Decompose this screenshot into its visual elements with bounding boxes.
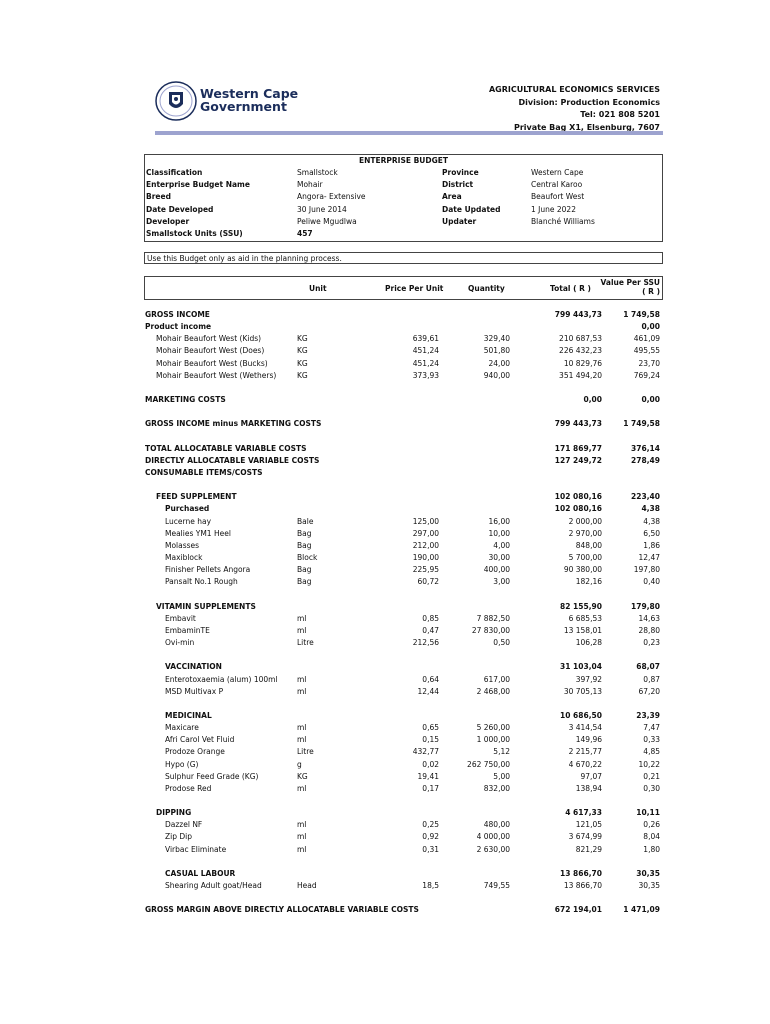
row-unit: ml bbox=[297, 832, 307, 842]
table-row bbox=[144, 637, 663, 649]
row-quantity: 24,00 bbox=[488, 358, 510, 368]
row-label: Hypo (G) bbox=[165, 759, 199, 769]
row-unit: KG bbox=[297, 346, 308, 356]
row-quantity: 2 468,00 bbox=[476, 686, 510, 696]
row-value-per-ssu: 4,38 bbox=[641, 504, 660, 514]
info-label: Date Developed bbox=[146, 204, 214, 214]
info-label: Enterprise Budget Name bbox=[146, 180, 250, 190]
table-row bbox=[144, 370, 663, 382]
row-label: VACCINATION bbox=[165, 662, 222, 672]
row-value-per-ssu: 30,35 bbox=[638, 881, 660, 891]
row-value-per-ssu: 278,49 bbox=[631, 455, 660, 465]
row-value-per-ssu: 10,22 bbox=[638, 759, 660, 769]
row-value-per-ssu: 1,80 bbox=[643, 844, 660, 854]
row-total: 90 380,00 bbox=[563, 565, 602, 575]
row-label: MARKETING COSTS bbox=[145, 395, 226, 405]
row-label: Afri Carol Vet Fluid bbox=[165, 735, 235, 745]
row-unit: Bag bbox=[297, 577, 312, 587]
row-quantity: 1 000,00 bbox=[476, 735, 510, 745]
row-price: 212,56 bbox=[412, 638, 439, 648]
row-total: 13 866,70 bbox=[560, 868, 602, 878]
row-label: Purchased bbox=[165, 504, 210, 514]
row-total: 821,29 bbox=[575, 844, 602, 854]
row-price: 12,44 bbox=[417, 686, 439, 696]
row-value-per-ssu: 0,26 bbox=[643, 820, 660, 830]
table-row bbox=[144, 564, 663, 576]
row-value-per-ssu: 1,86 bbox=[643, 540, 660, 550]
row-total: 799 443,73 bbox=[554, 419, 602, 429]
row-total: 2 970,00 bbox=[568, 528, 602, 538]
row-price: 451,24 bbox=[412, 346, 439, 356]
table-row bbox=[144, 819, 663, 831]
row-label: Embavit bbox=[165, 613, 196, 623]
table-row bbox=[144, 491, 663, 503]
row-label: MEDICINAL bbox=[165, 710, 212, 720]
table-row bbox=[144, 807, 663, 819]
row-value-per-ssu: 0,21 bbox=[643, 771, 660, 781]
column-header-box bbox=[144, 276, 663, 300]
row-label: Mohair Beaufort West (Does) bbox=[156, 346, 265, 356]
row-total: 10 829,76 bbox=[563, 358, 602, 368]
row-label: TOTAL ALLOCATABLE VARIABLE COSTS bbox=[145, 443, 307, 453]
row-price: 0,15 bbox=[422, 735, 439, 745]
table-row bbox=[144, 552, 663, 564]
row-total: 6 685,53 bbox=[568, 613, 602, 623]
table-row bbox=[144, 455, 663, 467]
row-total: 82 155,90 bbox=[560, 601, 602, 611]
row-total: 121,05 bbox=[575, 820, 602, 830]
row-value-per-ssu: 223,40 bbox=[631, 492, 660, 502]
row-total: 102 080,16 bbox=[554, 504, 602, 514]
row-value-per-ssu: 6,50 bbox=[643, 528, 660, 538]
row-label: CASUAL LABOUR bbox=[165, 868, 236, 878]
row-total: 0,00 bbox=[583, 395, 602, 405]
row-unit: KG bbox=[297, 771, 308, 781]
row-value-per-ssu: 0,00 bbox=[641, 322, 660, 332]
row-total: 138,94 bbox=[575, 783, 602, 793]
table-row bbox=[144, 771, 663, 783]
row-label: GROSS INCOME minus MARKETING COSTS bbox=[145, 419, 322, 429]
row-unit: Bag bbox=[297, 528, 312, 538]
info-value: Blanché Williams bbox=[531, 216, 595, 226]
row-total: 182,16 bbox=[575, 577, 602, 587]
row-unit: ml bbox=[297, 783, 307, 793]
row-label: Mohair Beaufort West (Wethers) bbox=[156, 370, 277, 380]
row-value-per-ssu: 12,47 bbox=[638, 553, 660, 562]
row-value-per-ssu: 376,14 bbox=[631, 443, 660, 453]
row-unit: ml bbox=[297, 674, 307, 684]
row-quantity: 5,00 bbox=[493, 771, 510, 781]
row-unit: ml bbox=[297, 735, 307, 745]
row-label: Finisher Pellets Angora bbox=[165, 565, 251, 575]
table-row bbox=[144, 625, 663, 637]
col-unit: Unit bbox=[309, 284, 327, 293]
row-label: Zip Dip bbox=[165, 832, 192, 842]
row-value-per-ssu: 4,38 bbox=[643, 516, 660, 526]
row-total: 672 194,01 bbox=[554, 905, 602, 915]
info-value: Peliwe Mgudlwa bbox=[297, 216, 357, 226]
row-price: 0,17 bbox=[422, 783, 439, 793]
row-total: 171 869,77 bbox=[554, 443, 602, 453]
row-total: 30 705,13 bbox=[563, 686, 602, 696]
row-quantity: 30,00 bbox=[488, 553, 510, 562]
row-unit: Block bbox=[297, 553, 318, 562]
info-label: District bbox=[442, 180, 474, 190]
info-value: 457 bbox=[297, 229, 313, 238]
organisation-address bbox=[489, 84, 660, 134]
logo-text bbox=[200, 87, 298, 113]
info-value: Mohair bbox=[297, 180, 323, 190]
row-unit: KG bbox=[297, 370, 308, 380]
table-row bbox=[144, 321, 663, 333]
table-row bbox=[144, 309, 663, 321]
row-price: 0,31 bbox=[422, 844, 439, 854]
row-quantity: 480,00 bbox=[483, 820, 510, 830]
table-row bbox=[144, 904, 663, 916]
table-row bbox=[144, 467, 663, 479]
table-row bbox=[144, 503, 663, 515]
row-unit: ml bbox=[297, 820, 307, 830]
row-unit: Litre bbox=[297, 638, 314, 648]
row-price: 19,41 bbox=[417, 771, 439, 781]
table-row bbox=[144, 734, 663, 746]
row-total: 10 686,50 bbox=[560, 710, 602, 720]
table-row bbox=[144, 674, 663, 686]
row-quantity: 7 882,50 bbox=[476, 613, 510, 623]
row-total: 351 494,20 bbox=[559, 370, 602, 380]
row-total: 31 103,04 bbox=[560, 662, 602, 672]
table-row bbox=[144, 613, 663, 625]
row-value-per-ssu: 4,85 bbox=[643, 747, 660, 757]
row-quantity: 5 260,00 bbox=[476, 723, 510, 733]
row-total: 2 000,00 bbox=[568, 516, 602, 526]
row-quantity: 16,00 bbox=[488, 516, 510, 526]
row-total: 13 866,70 bbox=[563, 881, 602, 891]
row-price: 60,72 bbox=[417, 577, 439, 587]
col-ssu-line-1: Value Per SSU bbox=[600, 278, 660, 287]
info-label: Breed bbox=[146, 192, 171, 202]
row-label: Maxiblock bbox=[165, 553, 203, 562]
table-row bbox=[144, 516, 663, 528]
row-unit: ml bbox=[297, 613, 307, 623]
row-quantity: 3,00 bbox=[493, 577, 510, 587]
row-label: Product income bbox=[145, 322, 212, 332]
info-label: Developer bbox=[146, 216, 190, 226]
row-price: 212,00 bbox=[412, 540, 439, 550]
row-price: 225,95 bbox=[412, 565, 439, 575]
logo-line-1: Western Cape bbox=[200, 86, 299, 101]
row-price: 190,00 bbox=[412, 553, 439, 562]
row-total: 3 414,54 bbox=[568, 723, 602, 733]
row-quantity: 400,00 bbox=[483, 565, 510, 575]
row-total: 4 670,22 bbox=[568, 759, 602, 769]
row-value-per-ssu: 495,55 bbox=[633, 346, 660, 356]
row-label: Mohair Beaufort West (Kids) bbox=[156, 334, 262, 344]
row-total: 127 249,72 bbox=[554, 455, 602, 465]
row-total: 102 080,16 bbox=[554, 492, 602, 502]
row-total: 149,96 bbox=[575, 735, 602, 745]
row-total: 210 687,53 bbox=[559, 334, 602, 344]
col-ssu bbox=[600, 278, 660, 296]
planning-note: Use this Budget only as aid in the planning process. bbox=[144, 252, 663, 264]
info-label: Area bbox=[442, 192, 462, 202]
org-line: Division: Production Economics bbox=[518, 97, 660, 107]
row-value-per-ssu: 28,80 bbox=[638, 625, 660, 635]
row-value-per-ssu: 1 471,09 bbox=[623, 905, 660, 915]
table-row bbox=[144, 783, 663, 795]
table-row bbox=[144, 528, 663, 540]
row-label: Sulphur Feed Grade (KG) bbox=[165, 771, 259, 781]
row-quantity: 4,00 bbox=[493, 540, 510, 550]
row-price: 297,00 bbox=[412, 528, 439, 538]
table-row bbox=[144, 880, 663, 892]
row-total: 2 215,77 bbox=[568, 747, 602, 757]
table-row bbox=[144, 358, 663, 370]
row-value-per-ssu: 0,30 bbox=[643, 783, 660, 793]
org-line: Tel: 021 808 5201 bbox=[580, 110, 660, 119]
row-total: 848,00 bbox=[575, 540, 602, 550]
row-value-per-ssu: 23,70 bbox=[638, 358, 660, 368]
row-value-per-ssu: 1 749,58 bbox=[623, 419, 660, 429]
row-total: 226 432,23 bbox=[559, 346, 602, 356]
row-value-per-ssu: 769,24 bbox=[633, 370, 660, 380]
row-unit: Head bbox=[297, 881, 317, 891]
row-label: Mealies YM1 Heel bbox=[165, 528, 231, 538]
logo-line-2: Government bbox=[200, 99, 287, 114]
table-row bbox=[144, 333, 663, 345]
row-price: 373,93 bbox=[412, 370, 439, 380]
row-value-per-ssu: 0,33 bbox=[643, 735, 660, 745]
row-price: 0,25 bbox=[422, 820, 439, 830]
row-value-per-ssu: 14,63 bbox=[638, 613, 660, 623]
row-label: Lucerne hay bbox=[165, 516, 212, 526]
row-label: Maxicare bbox=[165, 723, 199, 733]
table-row bbox=[144, 710, 663, 722]
info-value: Beaufort West bbox=[531, 192, 585, 202]
row-value-per-ssu: 0,23 bbox=[643, 638, 660, 648]
row-label: Virbac Eliminate bbox=[165, 844, 227, 854]
row-quantity: 2 630,00 bbox=[476, 844, 510, 854]
row-price: 451,24 bbox=[412, 358, 439, 368]
row-quantity: 749,55 bbox=[483, 881, 510, 891]
row-total: 4 617,33 bbox=[565, 808, 602, 818]
row-label: DIPPING bbox=[156, 808, 192, 818]
table-row bbox=[144, 844, 663, 856]
row-label: Pansalt No.1 Rough bbox=[165, 577, 238, 587]
table-row bbox=[144, 686, 663, 698]
row-unit: ml bbox=[297, 844, 307, 854]
table-row bbox=[144, 576, 663, 588]
row-value-per-ssu: 68,07 bbox=[636, 662, 660, 672]
row-quantity: 940,00 bbox=[483, 370, 510, 380]
row-label: Enterotoxaemia (alum) 100ml bbox=[165, 674, 278, 684]
row-price: 0,92 bbox=[422, 832, 439, 842]
row-total: 106,28 bbox=[575, 638, 602, 648]
row-total: 13 158,01 bbox=[563, 625, 602, 635]
col-price: Price Per Unit bbox=[385, 284, 444, 293]
row-value-per-ssu: 0,87 bbox=[643, 674, 660, 684]
row-price: 639,61 bbox=[412, 334, 439, 344]
row-unit: Litre bbox=[297, 747, 314, 757]
row-unit: KG bbox=[297, 358, 308, 368]
row-quantity: 329,40 bbox=[483, 334, 510, 344]
row-quantity: 27 830,00 bbox=[471, 625, 510, 635]
row-value-per-ssu: 7,47 bbox=[643, 723, 660, 733]
row-price: 0,02 bbox=[422, 759, 439, 769]
table-row bbox=[144, 831, 663, 843]
row-price: 18,5 bbox=[422, 881, 439, 891]
info-label: Province bbox=[442, 168, 479, 177]
row-quantity: 501,80 bbox=[483, 346, 510, 356]
row-value-per-ssu: 8,04 bbox=[643, 832, 660, 842]
row-quantity: 0,50 bbox=[493, 638, 510, 648]
row-label: GROSS MARGIN ABOVE DIRECTLY ALLOCATABLE VARIABLE COSTS bbox=[145, 905, 419, 915]
row-label: Ovi-min bbox=[165, 638, 195, 648]
org-line: AGRICULTURAL ECONOMICS SERVICES bbox=[488, 85, 660, 94]
row-label: Shearing Adult goat/Head bbox=[165, 881, 262, 891]
enterprise-budget-title: ENTERPRISE BUDGET bbox=[358, 156, 449, 165]
row-value-per-ssu: 10,11 bbox=[636, 808, 660, 818]
row-total: 397,92 bbox=[575, 674, 602, 684]
table-row bbox=[144, 345, 663, 357]
row-label: MSD Multivax P bbox=[165, 686, 224, 696]
row-total: 5 700,00 bbox=[568, 553, 602, 562]
col-total: Total ( R ) bbox=[550, 284, 591, 293]
info-label: Date Updated bbox=[442, 204, 501, 214]
row-value-per-ssu: 0,00 bbox=[641, 395, 660, 405]
table-row bbox=[144, 759, 663, 771]
row-label: GROSS INCOME bbox=[145, 310, 210, 319]
info-value: 30 June 2014 bbox=[297, 204, 347, 214]
row-unit: ml bbox=[297, 723, 307, 733]
info-value: Central Karoo bbox=[531, 180, 583, 190]
row-price: 432,77 bbox=[412, 747, 439, 757]
row-label: FEED SUPPLEMENT bbox=[156, 492, 237, 502]
row-quantity: 4 000,00 bbox=[476, 832, 510, 842]
row-value-per-ssu: 23,39 bbox=[636, 710, 660, 720]
row-quantity: 5,12 bbox=[493, 747, 510, 757]
row-value-per-ssu: 461,09 bbox=[633, 334, 660, 344]
info-value: Angora- Extensive bbox=[297, 192, 366, 202]
info-value: 1 June 2022 bbox=[531, 204, 576, 214]
row-quantity: 832,00 bbox=[483, 783, 510, 793]
row-label: CONSUMABLE ITEMS/COSTS bbox=[145, 467, 263, 477]
row-label: Molasses bbox=[165, 540, 200, 550]
row-price: 125,00 bbox=[412, 516, 439, 526]
row-quantity: 10,00 bbox=[488, 528, 510, 538]
row-unit: Bale bbox=[297, 516, 314, 526]
row-unit: Bag bbox=[297, 540, 312, 550]
row-value-per-ssu: 1 749,58 bbox=[623, 310, 660, 319]
row-quantity: 617,00 bbox=[483, 674, 510, 684]
col-quantity: Quantity bbox=[468, 284, 505, 293]
row-label: DIRECTLY ALLOCATABLE VARIABLE COSTS bbox=[145, 455, 320, 465]
row-label: Dazzel NF bbox=[165, 820, 203, 830]
row-unit: KG bbox=[297, 334, 308, 344]
row-unit: g bbox=[297, 759, 302, 769]
table-row bbox=[144, 868, 663, 880]
table-row bbox=[144, 418, 663, 430]
row-label: Mohair Beaufort West (Bucks) bbox=[156, 358, 268, 368]
row-price: 0,85 bbox=[422, 613, 439, 623]
table-row bbox=[144, 394, 663, 406]
header-divider bbox=[155, 131, 663, 135]
row-value-per-ssu: 0,40 bbox=[643, 577, 660, 587]
row-total: 97,07 bbox=[580, 771, 602, 781]
table-row bbox=[144, 661, 663, 673]
row-unit: ml bbox=[297, 625, 307, 635]
row-price: 0,47 bbox=[422, 625, 439, 635]
info-label: Smallstock Units (SSU) bbox=[146, 229, 243, 238]
table-row bbox=[144, 540, 663, 552]
info-value: Western Cape bbox=[531, 168, 584, 177]
row-value-per-ssu: 179,80 bbox=[631, 601, 660, 611]
info-value: Smallstock bbox=[297, 168, 338, 177]
row-label: EmbaminTE bbox=[165, 625, 210, 635]
table-row bbox=[144, 443, 663, 455]
row-total: 3 674,99 bbox=[568, 832, 602, 842]
row-label: Prodose Red bbox=[165, 783, 212, 793]
coat-of-arms-icon bbox=[155, 80, 197, 122]
org-line: Private Bag X1, Elsenburg, 7607 bbox=[513, 122, 660, 132]
row-value-per-ssu: 30,35 bbox=[636, 868, 660, 878]
row-quantity: 262 750,00 bbox=[467, 759, 510, 769]
row-price: 0,64 bbox=[422, 674, 439, 684]
row-unit: Bag bbox=[297, 565, 312, 575]
row-value-per-ssu: 67,20 bbox=[638, 686, 660, 696]
row-unit: ml bbox=[297, 686, 307, 696]
row-price: 0,65 bbox=[422, 723, 439, 733]
info-label: Updater bbox=[442, 216, 477, 226]
table-row bbox=[144, 722, 663, 734]
row-label: VITAMIN SUPPLEMENTS bbox=[156, 601, 256, 611]
info-label: Classification bbox=[146, 168, 203, 177]
row-total: 799 443,73 bbox=[554, 310, 602, 319]
row-value-per-ssu: 197,80 bbox=[633, 565, 660, 575]
table-row bbox=[144, 746, 663, 758]
col-ssu-line-2: ( R ) bbox=[642, 287, 660, 296]
table-row bbox=[144, 601, 663, 613]
row-label: Prodoze Orange bbox=[165, 747, 225, 757]
